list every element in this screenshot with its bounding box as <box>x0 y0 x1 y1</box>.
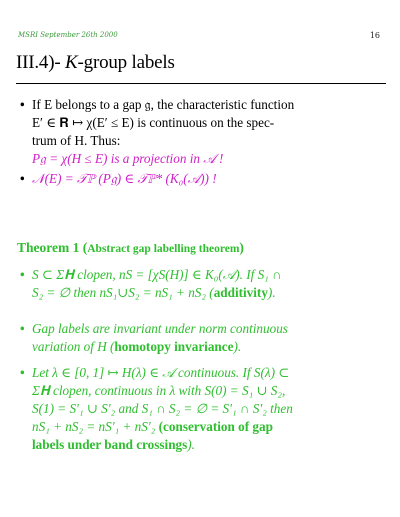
bullet-dot: • <box>20 171 25 186</box>
title-suffix: -group labels <box>77 52 175 73</box>
i3-line4a: nS₁ + nS₂ = nS′₁ + nS′₂ <box>32 419 159 434</box>
bullet-characteristic-function <box>20 96 375 168</box>
b1-line2: E′ ∈ 𝐑 ↦ χ(E′ ≤ E) is continuous on the spec- <box>32 115 275 130</box>
i3-line3: S(1) = S′₁ ∪ S′₂ and S₁ ∩ S₂ = ∅ = S′₁ ∩ S′₂ then <box>32 401 293 416</box>
i3-line1: Let λ ∈ [0, 1] ↦ H(λ) ∈ 𝒜 continuous. If S(λ) ⊂ <box>32 365 290 380</box>
i1-line2b: additivity <box>213 285 268 300</box>
theorem-heading <box>17 240 244 256</box>
i1-line2c: ). <box>267 285 276 300</box>
b2-line1: 𝒩(E) = 𝒯ℙ (P𝔤) ∈ 𝒯ℙ* (K₀(𝒜)) ! <box>32 171 217 186</box>
b1-line3: trum of H. Thus: <box>32 133 121 148</box>
b1-line1: If E belongs to a gap 𝔤, the characteristic function <box>32 97 295 112</box>
title-italic: K <box>65 52 78 73</box>
i1-line1: S ⊂ Σ𝐇 clopen, nS = [χS(H)] ∈ K₀(𝒜). If S₁ ∩ <box>32 267 282 282</box>
i2-line2c: ). <box>233 339 242 354</box>
i1-line2a: S₂ = ∅ then nS₁∪S₂ = nS₁ + nS₂ ( <box>32 285 214 300</box>
title-prefix: III.4)- <box>16 52 66 73</box>
bullet-ids-formula <box>20 170 375 188</box>
bullet-dot: • <box>20 365 25 380</box>
item-homotopy <box>20 320 375 356</box>
title-rule <box>16 83 386 84</box>
bullet-dot: • <box>20 321 25 336</box>
b1-line4: P𝔤 = χ(H ≤ E) is a projection in 𝒜 ! <box>32 151 224 166</box>
i3-line4b: (conservation of gap <box>158 419 273 434</box>
slide-header <box>18 31 380 43</box>
i3-line2: Σ𝐇 clopen, continuous in λ with S(0) = S₁ ∪ S₂, <box>32 383 286 398</box>
bullet-dot: • <box>20 267 25 282</box>
i2-line1: Gap labels are invariant under norm continuous <box>32 321 288 336</box>
theorem-name: Abstract gap labelling theorem <box>87 243 240 255</box>
i3-line5a: labels under band crossings <box>32 437 188 452</box>
theorem-close: ) <box>239 240 244 255</box>
i2-line2b: homotopy invariance <box>114 339 234 354</box>
header-date: MSRI September 26th 2000 <box>18 31 118 39</box>
bullet-dot: • <box>20 97 25 112</box>
page-number: 16 <box>369 31 380 40</box>
item-additivity <box>20 266 375 302</box>
slide-title <box>16 52 175 74</box>
item-band-crossings <box>20 364 375 454</box>
i2-line2a: variation of H ( <box>32 339 115 354</box>
theorem-label: Theorem 1 ( <box>17 240 88 255</box>
i3-line5b: ). <box>187 437 195 452</box>
